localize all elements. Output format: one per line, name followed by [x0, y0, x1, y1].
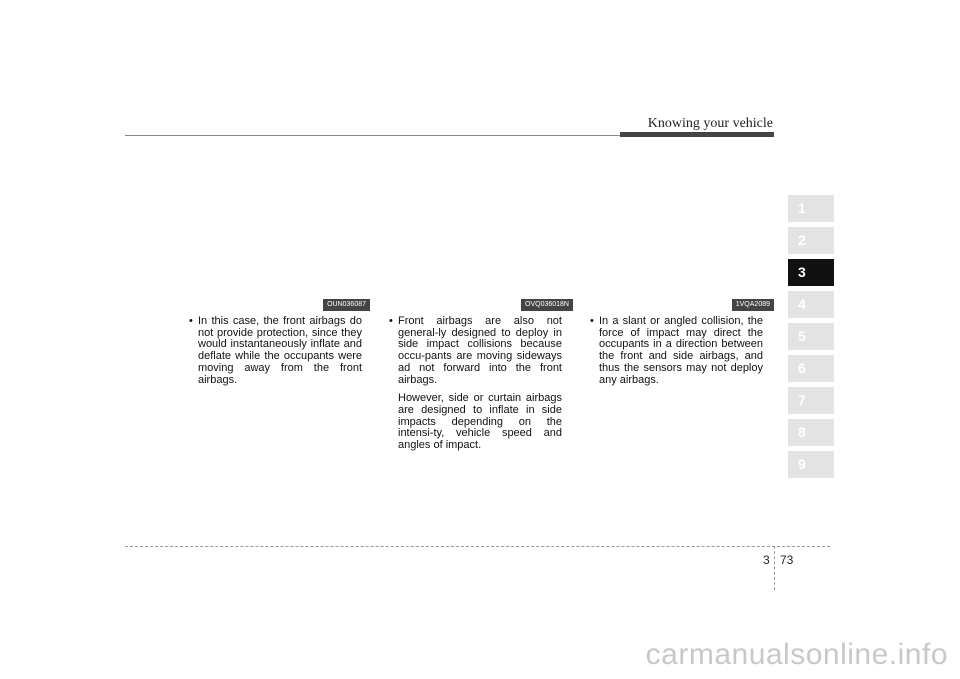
chapter-tab-8[interactable]: 8 [788, 419, 834, 446]
chapter-tab-1[interactable]: 1 [788, 195, 834, 222]
footer-rule [125, 546, 830, 547]
page-number: 73 [780, 553, 794, 567]
chapter-tab-5[interactable]: 5 [788, 323, 834, 350]
footer-divider [774, 546, 775, 590]
chapter-tabs [788, 195, 834, 483]
text-column-2 [386, 316, 562, 452]
header-rule-accent [620, 132, 774, 137]
image-code-label: 1VQA2089 [732, 299, 774, 311]
header-rule [125, 135, 625, 136]
body-paragraph: However, side or curtain airbags are designed to inflate in side impacts depending on the intensi-ty, vehicle speed and angles of impact. [398, 392, 562, 452]
chapter-tab-2[interactable]: 2 [788, 227, 834, 254]
bullet-paragraph: • Front airbags are also not general-ly designed to deploy in side impact collisions because occu-pants are moving sideways ad not forward into the front airbags. [386, 316, 562, 386]
chapter-tab-9[interactable]: 9 [788, 451, 834, 478]
image-code-label: OVQ036018N [521, 299, 573, 311]
bullet-paragraph: • In a slant or angled collision, the force of impact may direct the occupants in a direction between the front and side airbags, and thus the sensors may not deploy any airbags. [587, 316, 763, 386]
chapter-tab-6[interactable]: 6 [788, 355, 834, 382]
chapter-tab-4[interactable]: 4 [788, 291, 834, 318]
bullet-paragraph: • In this case, the front airbags do not provide protection, since they would instantaneously inflate and deflate while the occupants were moving away from the front airbags. [186, 316, 362, 386]
text-column-1 [186, 316, 362, 386]
text-column-3 [587, 316, 763, 386]
chapter-tab-3[interactable]: 3 [788, 259, 834, 286]
chapter-tab-7[interactable]: 7 [788, 387, 834, 414]
section-header-title: Knowing your vehicle [647, 116, 773, 131]
page-chapter-number: 3 [763, 553, 770, 567]
image-code-label: OUN036087 [323, 299, 370, 311]
watermark: carmanualsonline.info [645, 638, 948, 671]
